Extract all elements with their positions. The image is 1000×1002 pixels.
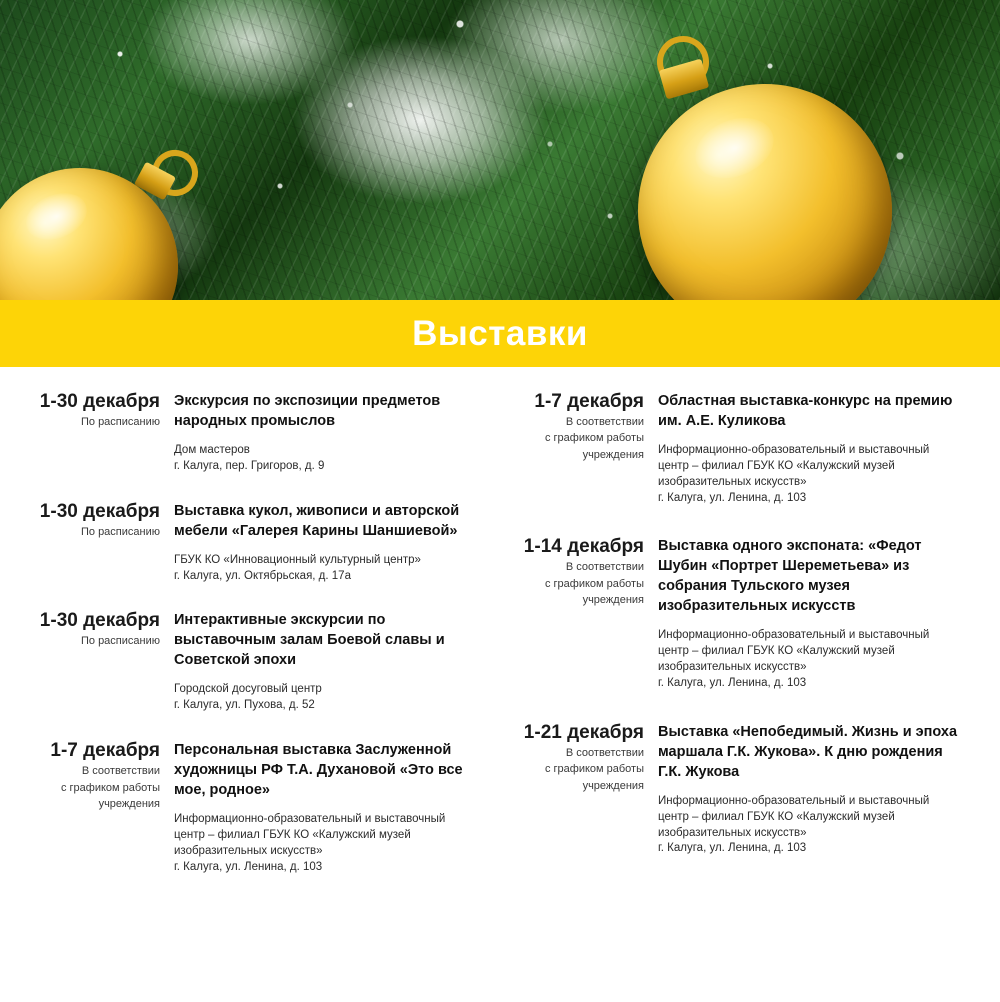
event-date-block bbox=[510, 536, 658, 691]
event-schedule-line: с графиком работы bbox=[544, 763, 644, 776]
events-column-left bbox=[0, 391, 500, 902]
event-venue-line: г. Калуга, ул. Октябрьская, д. 17а bbox=[174, 569, 351, 582]
event-venue-line: Дом мастеров bbox=[174, 444, 250, 456]
event-date-block bbox=[32, 501, 174, 585]
event-venue-line: Информационно-образовательный и выставочный bbox=[658, 629, 930, 642]
event-venue-line: г. Калуга, ул. Пухова, д. 52 bbox=[174, 699, 315, 712]
event-schedule-line: с графиком работы bbox=[544, 432, 644, 445]
event-venue-line: г. Калуга, пер. Григоров, д. 9 bbox=[174, 459, 325, 472]
event-schedule-line: с графиком работы bbox=[60, 781, 160, 794]
event-date: 1-30 декабря bbox=[39, 610, 160, 632]
event-schedule-line: учреждения bbox=[582, 779, 644, 792]
event-schedule-line: По расписанию bbox=[80, 525, 160, 538]
event-schedule-line: По расписанию bbox=[80, 415, 160, 428]
event-venue-line: г. Калуга, ул. Ленина, д. 103 bbox=[174, 860, 323, 873]
event-schedule-line: В соответствии bbox=[565, 415, 644, 428]
page-title: Выставки bbox=[412, 313, 588, 353]
event-title: Интерактивные экскурсии по выставочным залам Боевой славы и Советской эпохи bbox=[174, 612, 445, 669]
event-item bbox=[32, 740, 478, 875]
event-venue-line: ГБУК КО «Инновационный культурный центр» bbox=[174, 553, 421, 566]
event-schedule-line: учреждения bbox=[582, 594, 644, 607]
event-schedule-line: с графиком работы bbox=[544, 577, 644, 590]
event-item bbox=[510, 391, 968, 506]
event-venue-line: Информационно-образовательный и выставочный bbox=[658, 444, 930, 456]
event-schedule-line: В соответствии bbox=[565, 746, 644, 759]
event-title: Выставка кукол, живописи и авторской мебели «Галерея Карины Шаншиевой» bbox=[174, 502, 460, 539]
event-venue-line: Информационно-образовательный и выставочный bbox=[174, 813, 446, 826]
section-title-bar bbox=[0, 300, 1000, 367]
events-content bbox=[0, 367, 1000, 902]
event-body bbox=[658, 536, 968, 691]
event-item bbox=[510, 722, 968, 857]
event-date: 1-7 декабря bbox=[50, 740, 160, 762]
event-item bbox=[32, 610, 478, 714]
event-venue-line: изобразительных искусств» bbox=[658, 826, 807, 839]
event-venue-line: центр – филиал ГБУК КО «Калужский музей bbox=[174, 829, 411, 842]
hero-image bbox=[0, 0, 1000, 300]
event-schedule-line: В соответствии bbox=[565, 561, 644, 574]
event-title: Выставка «Непобедимый. Жизнь и эпоха маршала Г.К. Жукова». К дню рождения Г.К. Жукова bbox=[658, 723, 958, 780]
event-venue-line: г. Калуга, ул. Ленина, д. 103 bbox=[658, 491, 807, 504]
event-schedule-line: учреждения bbox=[582, 448, 644, 461]
event-title: Выставка одного экспоната: «Федот Шубин «Портрет Шереметьева» из собрания Тульского музея изобразительных искусств bbox=[658, 538, 922, 615]
event-title: Областная выставка-конкурс на премию им. А.Е. Куликова bbox=[658, 393, 953, 429]
event-item bbox=[32, 391, 478, 475]
event-date: 1-7 декабря bbox=[534, 391, 644, 412]
events-column-right bbox=[500, 391, 1000, 902]
event-item bbox=[510, 536, 968, 691]
event-date-block bbox=[510, 722, 658, 857]
event-date: 1-30 декабря bbox=[39, 391, 160, 412]
event-venue-line: г. Калуга, ул. Ленина, д. 103 bbox=[658, 842, 807, 855]
event-schedule-line: учреждения bbox=[98, 798, 160, 811]
event-body bbox=[174, 610, 478, 714]
event-venue-line: изобразительных искусств» bbox=[174, 844, 323, 857]
event-venue-line: изобразительных искусств» bbox=[658, 661, 807, 674]
event-item bbox=[32, 501, 478, 585]
event-date: 1-21 декабря bbox=[523, 721, 644, 743]
event-venue-line: центр – филиал ГБУК КО «Калужский музей bbox=[658, 459, 895, 472]
event-body bbox=[658, 722, 968, 857]
event-schedule-line: По расписанию bbox=[80, 635, 160, 648]
event-body bbox=[174, 391, 478, 475]
event-date: 1-14 декабря bbox=[523, 536, 644, 558]
event-venue-line: центр – филиал ГБУК КО «Калужский музей bbox=[658, 645, 895, 658]
event-date: 1-30 декабря bbox=[39, 500, 160, 522]
event-body bbox=[174, 501, 478, 585]
event-venue-line: центр – филиал ГБУК КО «Калужский музей bbox=[658, 810, 895, 823]
event-body bbox=[174, 740, 478, 875]
event-title: Персональная выставка Заслуженной художницы РФ Т.А. Духановой «Это все мое, родное» bbox=[174, 742, 463, 799]
event-schedule-line: В соответствии bbox=[81, 765, 160, 777]
event-title: Экскурсия по экспозиции предметов народных промыслов bbox=[174, 393, 441, 429]
event-venue-line: изобразительных искусств» bbox=[658, 475, 807, 488]
event-venue-line: Информационно-образовательный и выставочный bbox=[658, 794, 930, 807]
event-venue-line: Городской досуговый центр bbox=[174, 683, 322, 696]
event-date-block bbox=[32, 391, 174, 475]
event-venue-line: г. Калуга, ул. Ленина, д. 103 bbox=[658, 677, 807, 690]
event-date-block bbox=[510, 391, 658, 506]
event-date-block bbox=[32, 610, 174, 714]
event-date-block bbox=[32, 740, 174, 875]
event-body bbox=[658, 391, 968, 506]
